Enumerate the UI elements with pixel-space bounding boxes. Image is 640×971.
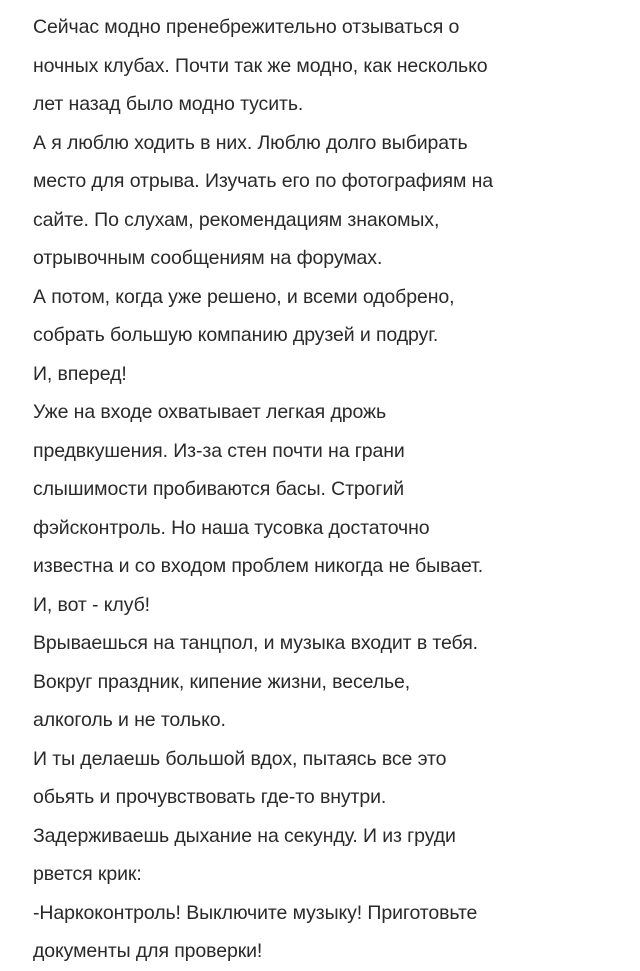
text-line: Сейчас модно пренебрежительно отзываться о <box>33 16 460 38</box>
text-line: И, вперед! <box>33 362 127 385</box>
text-line: Уже на входе охватывает легкая дрожь <box>33 401 387 423</box>
text-line: Задерживаешь дыхание на секунду. И из груди <box>33 824 456 847</box>
text-line: фэйсконтроль. Но наша тусовка достаточно <box>33 516 430 539</box>
text-line: -Наркоконтроль! Выключите музыку! Приготовьте <box>33 901 478 924</box>
text-line: А потом, когда уже решено, и всеми одобрено, <box>33 285 455 308</box>
text-line: И, вот - клуб! <box>33 593 150 616</box>
text-line: обьять и прочувствовать где-то внутри. <box>33 786 387 808</box>
text-line: место для отрыва. Изучать его по фотографиям на <box>33 170 493 192</box>
story-text <box>33 8 633 971</box>
text-line: ночных клубах. Почти так же модно, как несколько <box>33 54 488 77</box>
text-line: А я люблю ходить в них. Люблю долго выбирать <box>33 131 468 154</box>
text-line: рвется крик: <box>33 863 142 885</box>
text-line: алкоголь и не только. <box>33 709 226 731</box>
text-line: лет назад было модно тусить. <box>33 93 304 115</box>
text-line: документы для проверки! <box>33 940 263 962</box>
text-line: собрать большую компанию друзей и подруг. <box>33 324 439 346</box>
text-line: предвкушения. Из-за стен почти на грани <box>33 439 405 462</box>
text-line: Врываешься на танцпол, и музыка входит в тебя. <box>33 632 478 654</box>
text-line: сайте. По слухам, рекомендациям знакомых, <box>33 208 440 231</box>
text-line: И ты делаешь большой вдох, пытаясь все это <box>33 747 447 770</box>
text-line: Вокруг праздник, кипение жизни, веселье, <box>33 670 411 693</box>
text-line: отрывочным сообщениям на форумах. <box>33 247 383 269</box>
text-line: слышимости пробиваются басы. Строгий <box>33 478 405 500</box>
text-line: известна и со входом проблем никогда не бывает. <box>33 555 484 577</box>
